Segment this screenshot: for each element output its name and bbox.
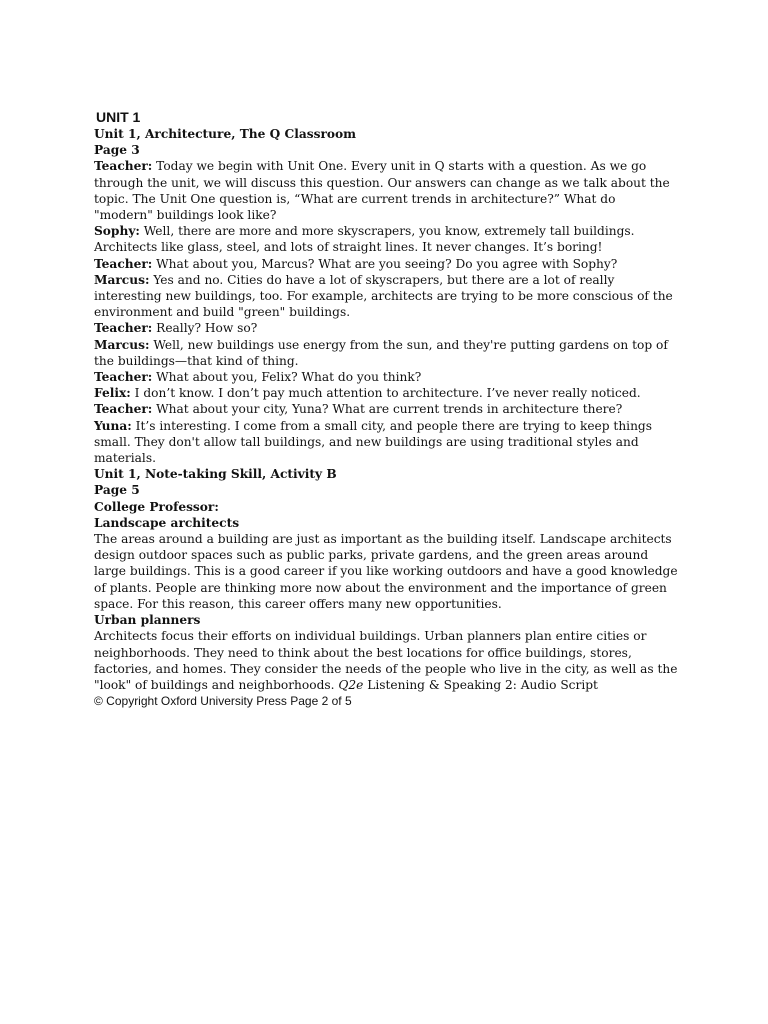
dialogue-line [94,401,678,417]
landscape-architects-heading: Landscape architects [94,515,240,530]
book-code: Q2e [338,677,364,692]
dialogue-text: I don’t know. I don’t pay much attention to architecture. I’ve never really noticed. [130,386,641,401]
dialogue-line [94,158,678,223]
dialogue-line [94,272,678,321]
section2-page-number: Page 5 [94,483,140,498]
dialogue-line [94,418,678,467]
unit-title: UNIT 1 [96,109,141,125]
speaker-label: Teacher: [94,256,153,271]
speaker-label: Yuna: [94,418,132,433]
section2-heading: Unit 1, Note-taking Skill, Activity B [94,467,337,482]
dialogue-line [94,385,678,401]
dialogue-text: It’s interesting. I come from a small city, and people there are trying to keep things small. They don't allow tall buildings, and new buildings are using traditional styles and materials. [94,418,652,466]
speaker-label: Marcus: [94,337,150,352]
speaker-label: Teacher: [94,370,153,385]
urban-planners-text: Architects focus their efforts on individual buildings. Urban planners plan entire cities or neighborhoods. They need to think about the best locations for office buildings, stores, factories, and homes. They consider the needs of the people who live in the city, as well as the "look" of buildings and neighborhoods. [94,629,678,692]
document-page [94,106,678,709]
dialogue-text: What about your city, Yuna? What are current trends in architecture there? [152,402,623,417]
landscape-architects-text: The areas around a building are just as important as the building itself. Landscape architects design outdoor spaces such as public parks, private gardens, and the green areas around large buildings. This is a good career if you like working outdoors and have a good knowledge of plants. People are thinking more now about the environment and the importance of green space. For this reason, this career offers many new opportunities. [94,532,678,611]
dialogue-text: What about you, Marcus? What are you seeing? Do you agree with Sophy? [152,256,618,271]
speaker-label: Marcus: [94,272,150,287]
section1-page-number: Page 3 [94,143,140,158]
dialogue-text: Today we begin with Unit One. Every unit in Q starts with a question. As we go through the unit, we will discuss this question. Our answers can change as we talk about the topic. The Unit One question is, “What are current trends in architecture?” What do "modern" buildings look like? [94,159,670,223]
professor-heading: College Professor: [94,499,219,514]
dialogue-text: Well, new buildings use energy from the sun, and they're putting gardens on top of the buildings—that kind of thing. [94,337,668,368]
dialogue-line [94,337,678,369]
section1-heading: Unit 1, Architecture, The Q Classroom [94,127,357,141]
speaker-label: Teacher: [94,402,153,417]
speaker-label: Teacher: [94,321,153,336]
dialogue-text: Really? How so? [152,321,258,336]
dialogue-line [94,369,678,385]
speaker-label: Felix: [94,386,131,401]
dialogue-text: Well, there are more and more skyscrapers, you know, extremely tall buildings. Architects like glass, steel, and lots of straight lines. It never changes. It’s boring! [94,224,635,255]
urban-planners-heading: Urban planners [94,613,201,628]
footer-line [94,693,678,709]
dialogue-line [94,223,678,255]
dialogue-text: What about you, Felix? What do you think? [152,370,422,385]
copyright-text: © Copyright Oxford University Press [94,694,287,709]
speaker-label: Sophy: [94,224,140,239]
dialogue-line [94,320,678,336]
dialogue-line [94,256,678,272]
book-title: Listening & Speaking 2: Audio Script [363,677,598,692]
page-indicator: Page 2 of 5 [286,694,352,709]
urban-planners-paragraph [94,628,678,693]
speaker-label: Teacher: [94,159,153,174]
dialogue-text: Yes and no. Cities do have a lot of skyscrapers, but there are a lot of really interesting new buildings, too. For example, architects are trying to be more conscious of the environment and build "green" buildings. [94,272,673,320]
